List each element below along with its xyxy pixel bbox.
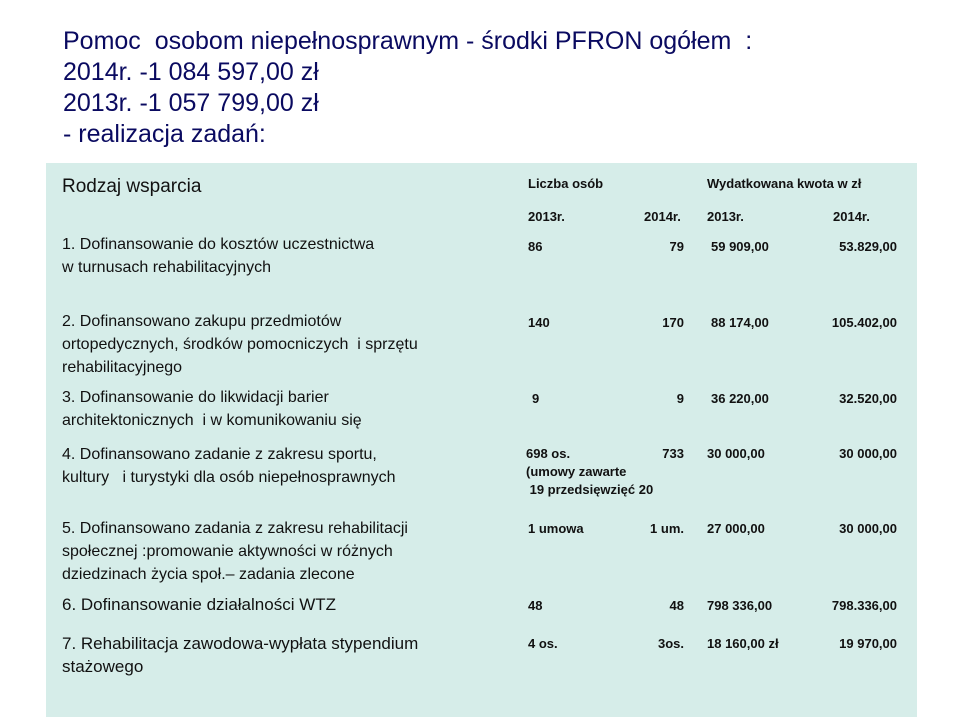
row-7-category-line-2: stażowego	[62, 657, 144, 676]
row-1-people-2013: 86	[528, 239, 543, 254]
row-6-amount-2014: 798.336,00	[831, 598, 897, 613]
row-1-people-2014: 79	[669, 239, 684, 254]
row-4-amount-2014: 30 000,00	[839, 446, 897, 461]
header-people-2013: 2013r.	[528, 209, 565, 224]
row-7-people-2013: 4 os.	[528, 636, 558, 651]
row-3-amount-2014: 32.520,00	[839, 391, 897, 406]
row-5-amount-2014: 30 000,00	[839, 521, 897, 536]
support-table	[46, 163, 917, 717]
row-7-people-2014: 3os.	[657, 636, 684, 651]
row-5-amount-2013: 27 000,00	[707, 521, 765, 536]
row-2-amount-2013: 88 174,00	[711, 315, 769, 330]
row-3-people-2014: 9	[676, 391, 684, 406]
row-4-category-line-2: kultury i turystyki dla osób niepełnosprawnych	[62, 469, 396, 486]
row-7-amount-2014: 19 970,00	[839, 636, 897, 651]
row-4-people-note-line-1: (umowy zawarte	[526, 464, 627, 479]
row-1-category-line-1: 1. Dofinansowanie do kosztów uczestnictwa	[62, 236, 375, 253]
header-people: Liczba osób	[528, 176, 604, 191]
row-3-people-2013: 9	[532, 391, 540, 406]
row-5-people-2013: 1 umowa	[528, 521, 584, 536]
row-5-category-line-1: 5. Dofinansowano zadania z zakresu rehabilitacji	[62, 520, 408, 537]
row-2-people-2014: 170	[662, 315, 684, 330]
row-6-people-2013: 48	[528, 598, 543, 613]
title-line-4: - realizacja zadań:	[63, 120, 266, 148]
title-line-2: 2014r. -1 084 597,00 zł	[63, 58, 319, 86]
row-4-amount-2013: 30 000,00	[707, 446, 765, 461]
row-1-amount-2013: 59 909,00	[711, 239, 769, 254]
row-2-people-2013: 140	[528, 315, 550, 330]
row-4-category-line-1: 4. Dofinansowano zadanie z zakresu sportu,	[62, 446, 377, 463]
row-7-category-line-1: 7. Rehabilitacja zawodowa-wypłata stypendium	[62, 634, 419, 653]
row-2-category-line-3: rehabilitacyjnego	[62, 359, 183, 376]
row-7-amount-2013: 18 160,00 zł	[707, 636, 779, 651]
title-line-3: 2013r. -1 057 799,00 zł	[63, 89, 319, 117]
row-4-people-2013: 698 os.	[526, 446, 571, 461]
row-3-amount-2013: 36 220,00	[711, 391, 769, 406]
row-3-category-line-1: 3. Dofinansowanie do likwidacji barier	[62, 389, 329, 406]
header-amount-2013: 2013r.	[707, 209, 744, 224]
row-4-people-2014: 733	[662, 446, 684, 461]
row-5-category-line-3: dziedzinach życia społ.– zadania zlecone	[62, 566, 355, 583]
row-2-amount-2014: 105.402,00	[831, 315, 897, 330]
header-people-2014: 2014r.	[644, 209, 681, 224]
row-2-category-line-1: 2. Dofinansowano zakupu przedmiotów	[62, 313, 342, 330]
row-5-people-2014: 1 um.	[650, 521, 684, 536]
row-6-category-line-1: 6. Dofinansowanie działalności WTZ	[62, 595, 337, 614]
header-category: Rodzaj wsparcia	[62, 176, 202, 197]
row-2-category-line-2: ortopedycznych, środków pomocniczych i sprzętu	[62, 336, 418, 353]
header-amount-2014: 2014r.	[833, 209, 870, 224]
row-1-amount-2014: 53.829,00	[839, 239, 897, 254]
page-title	[63, 26, 923, 156]
row-6-people-2014: 48	[669, 598, 684, 613]
row-3-category-line-2: architektonicznych i w komunikowaniu się	[62, 412, 362, 429]
header-amount: Wydatkowana kwota w zł	[707, 176, 862, 191]
row-4-people-note-line-2: 19 przedsięwzięć 20	[526, 482, 654, 497]
row-5-category-line-2: społecznej :promowanie aktywności w różnych	[62, 543, 393, 560]
title-line-1: Pomoc osobom niepełnosprawnym - środki PFRON ogółem :	[63, 27, 753, 55]
row-6-amount-2013: 798 336,00	[707, 598, 773, 613]
row-1-category-line-2: w turnusach rehabilitacyjnych	[62, 259, 271, 276]
